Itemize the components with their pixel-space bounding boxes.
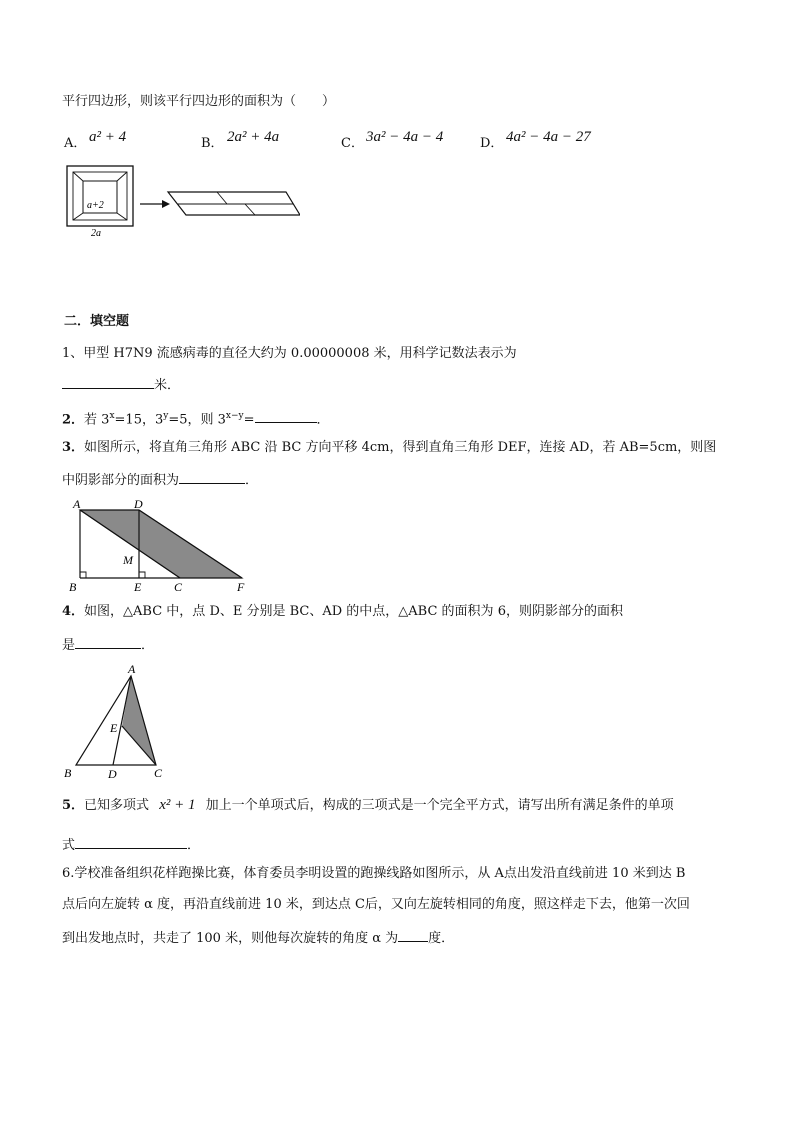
label-d: D [108, 767, 117, 781]
q2-blank[interactable] [255, 410, 317, 423]
option-b-letter: B． [201, 136, 224, 151]
label-f: F [237, 580, 245, 594]
arrow-head-icon [162, 200, 170, 208]
outer-side-label: 2a [91, 228, 101, 239]
q3-line1: 3．如图所示，将直角三角形 ABC 沿 BC 方向平移 4cm，得到直角三角形 DEF，连接 AD，若 AB=5cm，则图 [62, 440, 717, 455]
label-e: E [134, 580, 142, 594]
q1-answer-line [62, 376, 180, 394]
right-angle-b-icon [80, 572, 86, 578]
label-b: B [64, 766, 72, 780]
section-title: 二．填空题 [64, 314, 130, 329]
q2-text: 2．若 $3^x=15$，$3^y=5$，则 $3^{x-y}=$ ． [62, 411, 330, 428]
q3-blank[interactable] [179, 471, 245, 484]
label-a: A [73, 497, 81, 511]
q5-number: 5． [62, 798, 85, 813]
q4-triangle-figure [60, 660, 180, 784]
q6-blank[interactable] [398, 929, 428, 942]
q6-line3: 到出发地点时，共走了 100 米，则他每次旋转的角度 α 为 度． [62, 931, 455, 946]
q5-blank[interactable] [75, 836, 187, 849]
option-d-expr: 4a² − 4a − 27 [506, 129, 591, 145]
q1-unit: 米． [154, 378, 181, 393]
label-b: B [69, 580, 77, 594]
q1-blank[interactable] [62, 376, 154, 389]
option-b-expr: 2a² + 4a [227, 129, 280, 145]
label-c: C [154, 766, 163, 780]
q3-number: 3． [62, 440, 85, 455]
q5-expr: x² + 1 [159, 797, 196, 813]
q4-shaded-region [122, 676, 156, 765]
label-m: M [123, 553, 133, 567]
prev-question-stem: 平行四边形，则该平行四边形的面积为（ ） [62, 94, 336, 109]
label-e: E [110, 721, 118, 735]
q2-number: 2． [62, 412, 85, 428]
parallelogram [168, 192, 300, 215]
option-a-expr: a² + 4 [89, 129, 127, 145]
q4-blank[interactable] [75, 636, 141, 649]
q4-number: 4． [62, 604, 85, 619]
q3-line2: 中阴影部分的面积为 ． [62, 473, 259, 488]
label-c: C [174, 580, 183, 594]
option-c-letter: C． [341, 136, 364, 151]
option-a-letter: A． [64, 136, 87, 151]
inner-side-label: a+2 [87, 200, 104, 211]
option-d-letter: D． [480, 136, 504, 151]
q3-translation-figure [62, 496, 262, 596]
q4-line1: 4．如图，△ABC 中，点 D、E 分别是 BC、AD 的中点，△ABC 的面积为 6，则阴影部分的面积 [62, 604, 623, 619]
q1-text: 1、甲型 H7N9 流感病毒的直径大约为 0.00000008 米，用科学记数法表示为 [62, 346, 517, 361]
label-d: D [134, 497, 143, 511]
label-a: A [128, 662, 136, 676]
q6-line1: 6.学校准备组织花样跑操比赛，体育委员李明设置的跑操线路如图所示，从 A点出发沿直线前进 10 米到达 B [62, 866, 686, 881]
q3-shaded-region [80, 510, 242, 578]
q6-line2: 点后向左旋转 α 度，再沿直线前进 10 米，到达点 C后，又向左旋转相同的角度，照这样走下去，他第一次回 [62, 897, 690, 912]
q5-line2: 式 ． [62, 838, 201, 853]
q4-line2: 是 ． [62, 638, 155, 653]
q5-line1: 5．已知多项式 x² + 1 加上一个单项式后，构成的三项式是一个完全平方式，请写出所有满足条件的单项 [62, 797, 674, 813]
option-c-expr: 3a² − 4a − 4 [366, 129, 444, 145]
square-to-parallelogram-figure [60, 162, 300, 240]
